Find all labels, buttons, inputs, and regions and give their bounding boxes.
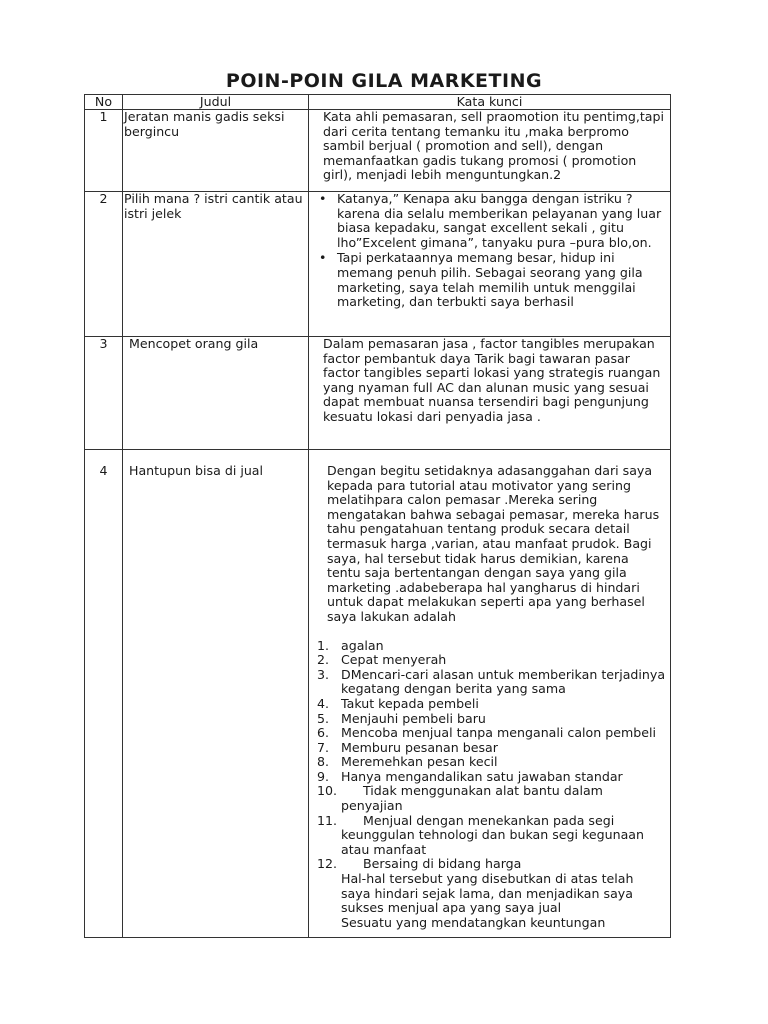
list-item: 5. Menjauhi pembeli baru bbox=[317, 710, 486, 726]
table-header-row bbox=[85, 95, 671, 110]
row-number: 1 bbox=[85, 110, 123, 192]
list-item: 7. Memburu pesanan besar bbox=[317, 739, 498, 755]
row-number: 2 bbox=[85, 192, 123, 337]
closing-paragraph: Hal-hal tersebut yang disebutkan di atas telah saya hindari sejak lama, dan menjadikan saya sukses menjual apa yang saya jual bbox=[341, 871, 634, 916]
numbered-list bbox=[313, 639, 666, 873]
intro-paragraph: Dengan begitu setidaknya adasanggahan dari saya kepada para tutorial atau motivator yang sering melatihpara calon pemasar .Mereka sering mengatakan bahwa sebagai pemasar, mereka harus tahu pengatahuan tentang produk secara detail termasuk harga ,varian, atau manfaat prudok. Bagi saya, hal tersebut tidak harus demikian, karena tentu saja bertentangan dengan saya yang gila marketing .adabeberapa hal yangharus di hindari untuk dapat melakukan seperti apa yang berhasel saya lakukan adalah bbox=[327, 463, 660, 624]
list-item: 10. Tidak menggunakan alat bantu dalam penyajian bbox=[317, 783, 603, 814]
list-item-text: Tapi perkataannya memang besar, hidup ini memang penuh pilih. Sebagai seorang yang gila marketing, saya telah memilih untuk menggilai marketing, dan terbukti saya berhasil bbox=[337, 250, 643, 310]
list-item: 12. Bersaing di bidang harga bbox=[317, 856, 522, 872]
bullet-list bbox=[309, 192, 666, 310]
header-no: No bbox=[85, 95, 123, 110]
header-judul: Judul bbox=[123, 95, 309, 110]
table-row bbox=[85, 337, 671, 450]
list-item: 9. Hanya mengandalikan satu jawaban standar bbox=[317, 768, 623, 784]
marketing-table bbox=[84, 94, 671, 938]
row-title: Mencopet orang gila bbox=[123, 337, 309, 450]
list-item: 3. DMencari-cari alasan untuk memberikan terjadinya kegatang dengan berita yang sama bbox=[317, 666, 666, 697]
list-item: 6. Mencoba menjual tanpa menganali calon pembeli bbox=[317, 725, 656, 741]
row-keyword-paragraph: Kata ahli pemasaran, sell praomotion itu pentimg,tapi dari cerita tentang temanku itu ,maka berpromo sambil berjual ( promotion and sell), dengan memanfaatkan gadis tukang promosi ( promotion girl), menjadi lebih menguntungkan.2 bbox=[323, 109, 665, 183]
row-title: Pilih mana ? istri cantik atau istri jelek bbox=[123, 192, 309, 337]
header-kata-kunci: Kata kunci bbox=[309, 95, 671, 110]
document-title: POIN-POIN GILA MARKETING bbox=[225, 70, 543, 92]
list-item: 1. agalan bbox=[317, 637, 384, 653]
list-item: 4. Takut kepada pembeli bbox=[317, 695, 479, 711]
row-keyword-text bbox=[309, 110, 671, 192]
row-keyword-text bbox=[309, 450, 671, 938]
list-item bbox=[309, 251, 666, 309]
row-keyword-paragraph: Dalam pemasaran jasa , factor tangibles merupakan factor pembantuk daya Tarik bagi tawaran pasar factor tangibles separti lokasi yang strategis ruangan yang nyaman full AC dan alunan music yang sesuai dapat membuat nuansa tersendiri bagi pengunjung kesuatu lokasi dari penyadia jasa . bbox=[323, 336, 661, 424]
table-row bbox=[85, 450, 671, 938]
list-item: 8. Meremehkan pesan kecil bbox=[317, 754, 498, 770]
list-item-text: Katanya,” Kenapa aku bangga dengan istriku ? karena dia selalu memberikan pelayanan yang luar biasa kepadaku, sangat excellent sekali , gitu lho”Excelent gimana”, tanyaku pura –pura blo,on. bbox=[337, 191, 662, 250]
row-keyword-text bbox=[309, 337, 671, 450]
row-title: Jeratan manis gadis seksi bergincu bbox=[123, 110, 309, 192]
closing-line: Sesuatu yang mendatangkan keuntungan bbox=[341, 914, 606, 930]
bullet-icon: • bbox=[319, 191, 327, 206]
row-number: 4 bbox=[85, 450, 123, 938]
bullet-icon: • bbox=[319, 250, 327, 266]
list-item: 11. Menjual dengan menekankan pada segi keunggulan tehnologi dan bukan segi kegunaan atau manfaat bbox=[317, 812, 644, 857]
list-item bbox=[309, 192, 666, 250]
row-keyword-text bbox=[309, 192, 671, 337]
table-row bbox=[85, 192, 671, 337]
table-row bbox=[85, 110, 671, 192]
list-item: 2. Cepat menyerah bbox=[317, 652, 447, 668]
row-number: 3 bbox=[85, 337, 123, 450]
row-title: Hantupun bisa di jual bbox=[123, 450, 309, 938]
